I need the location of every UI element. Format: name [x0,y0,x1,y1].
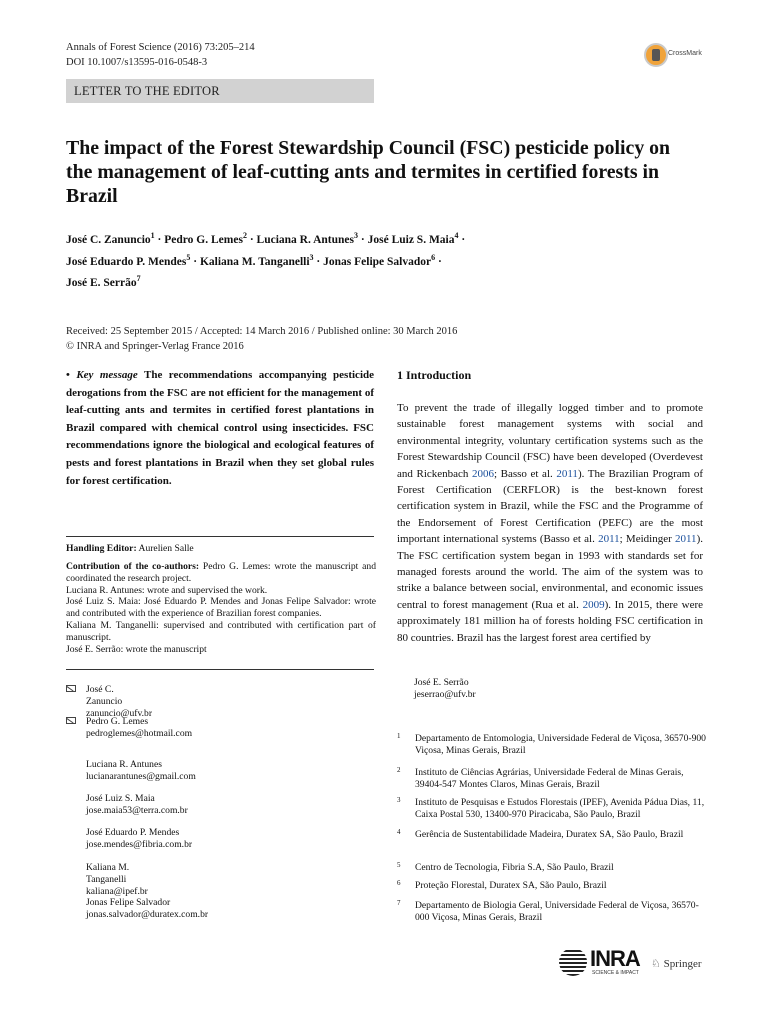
key-message-label: Key message [76,369,138,381]
author-list: José C. Zanuncio$^1$ · Pedro G. Lemes$^2$ · Luciana R. Antunes$^3$ · José Luiz S. Maia$^4$ · José Eduardo P. Mendes$^5$ · Kaliana M. Tanganelli$^3$ · Jonas Felipe Salvador$^6$ · José E. Serrão$^7$ [66,231,466,290]
handling-editor: Handling Editor: Aurelien Salle [66,543,194,554]
email-link[interactable]: jeserrao@ufv.br [414,689,476,700]
citation-link[interactable]: 2006 [472,467,494,480]
envelope-icon[interactable] [66,717,76,724]
article-type: LETTER TO THE EDITOR [74,84,220,98]
citation-link[interactable]: 2009 [582,598,605,611]
email-link[interactable]: jonas.salvador@duratex.com.br [86,909,209,920]
copyright-line: © INRA and Springer-Verlag France 2016 [66,341,244,352]
email-link[interactable]: pedroglemes@hotmail.com [86,728,193,739]
contact-entry: José E. Serrão jeserrao@ufv.br [414,677,476,700]
doi[interactable]: DOI 10.1007/s13595-016-0548-3 [66,57,208,68]
author[interactable]: José Luiz S. Maia$^4$ [367,231,459,246]
citation-link[interactable]: 2011 [556,467,578,480]
citation-link[interactable]: 2011 [598,533,620,546]
author[interactable]: José C. Zanuncio$^1$ [66,231,155,246]
divider [66,536,374,537]
author[interactable]: José Eduardo P. Mendes$^5$ [66,252,191,268]
journal-header [66,40,255,70]
email-link[interactable]: kaliana@ipef.br [86,886,148,897]
springer-logo: ♘ Springer [651,958,702,970]
email-link[interactable]: lucianarantunes@gmail.com [86,771,196,782]
author[interactable]: José E. Serrão$^7$ [66,274,141,290]
envelope-icon[interactable] [66,685,76,692]
section-heading: 1 Introduction [397,368,472,382]
article-type-band [66,79,374,103]
author[interactable]: Kaliana M. Tanganelli$^3$ [199,252,314,268]
introduction-text: To prevent the trade of illegally logged timber and to promote sustainable forest management systems with social and environmental integrity, voluntary certification systems such as the Forest Stewardship Council (FSC) have been developed (Overdevest and Rickenbach 2006; Basso et al. 2011). The Brazilian Program of Forest Certification (CERFLOR) is the best-known forest certification system in Brazil, while the FSC and the Programme of the Endorsement of Forest Certification (PEFC) are the most important international systems (Basso et al. 2011; Meidinger 2011). The FSC certification system began in 1993 with standards set for managed forests around the world. The aim of the system was to strike a balance between social, environmental, and economic issues central to forest management (Rua et al. 2009). In 2015, there were approximately 181 million ha of forests holding FSC certification in 80 countries. Brazil has the largest forest area certified by [397,402,703,644]
email-link[interactable]: zanuncio@ufv.br [86,708,153,719]
author[interactable]: Luciana R. Antunes$^3$ [256,231,359,246]
dates-line: Received: 25 September 2015 / Accepted: 14 March 2016 / Published online: 30 March 2016 [66,326,458,337]
coauthor-contribution: Contribution of the co-authors: Pedro G. Lemes: wrote the manuscript and coordinated the research project. Luciana R. Antunes: wrote and supervised the work. José Luiz S. Maia: José Eduardo P. Mendes and Jonas Felipe Salvador: wrote and contributed with the experience of Brazilian forest companies. Kaliana M. Tanganelli: supervised and contributed with certification part of manuscript. José E. Serrão: wrote the manuscript [66,561,376,655]
globe-icon [559,948,587,976]
divider [66,669,374,670]
article-title: The impact of the Forest Stewardship Council (FSC) pesticide policy on the management of leaf-cutting ants and termites in certified forests in Brazil [66,137,671,207]
inra-logo: INRA SCIENCE & IMPACT [557,946,647,982]
springer-horse-icon: ♘ [651,958,661,970]
crossmark-logo[interactable]: CrossMark [636,40,698,74]
author[interactable]: Jonas Felipe Salvador$^6$ [323,252,436,268]
key-message-text: The recommendations accompanying pesticide derogations from the FSC are not efficient for the management of leaf-cutting ants and termites in certified forest plantations in Brazil compared with chemical control using insecticides. FSC recommendations ignore the biological and ecological features of pests and forest plantations in Brazil when they set global rules for forest certification. [66,369,374,487]
author[interactable]: Pedro G. Lemes$^2$ [164,231,247,246]
email-link[interactable]: jose.mendes@fibria.com.br [86,839,193,850]
journal-citation: Annals of Forest Science (2016) 73:205–214 [66,42,255,53]
publication-dates [66,324,457,354]
crossmark-icon [644,43,668,67]
citation-link[interactable]: 2011 [674,533,697,546]
key-message: • Key message The recommendations accompanying pesticide derogations from the FSC are not efficient for the management of leaf-cutting ants and termites in certified forest plantations in Brazil compared with chemical control using insecticides. FSC recommendations ignore the biological and ecological features of pests and forest plantations in Brazil when they set global rules for forest certification. [66,369,374,487]
email-link[interactable]: jose.maia53@terra.com.br [86,805,188,816]
